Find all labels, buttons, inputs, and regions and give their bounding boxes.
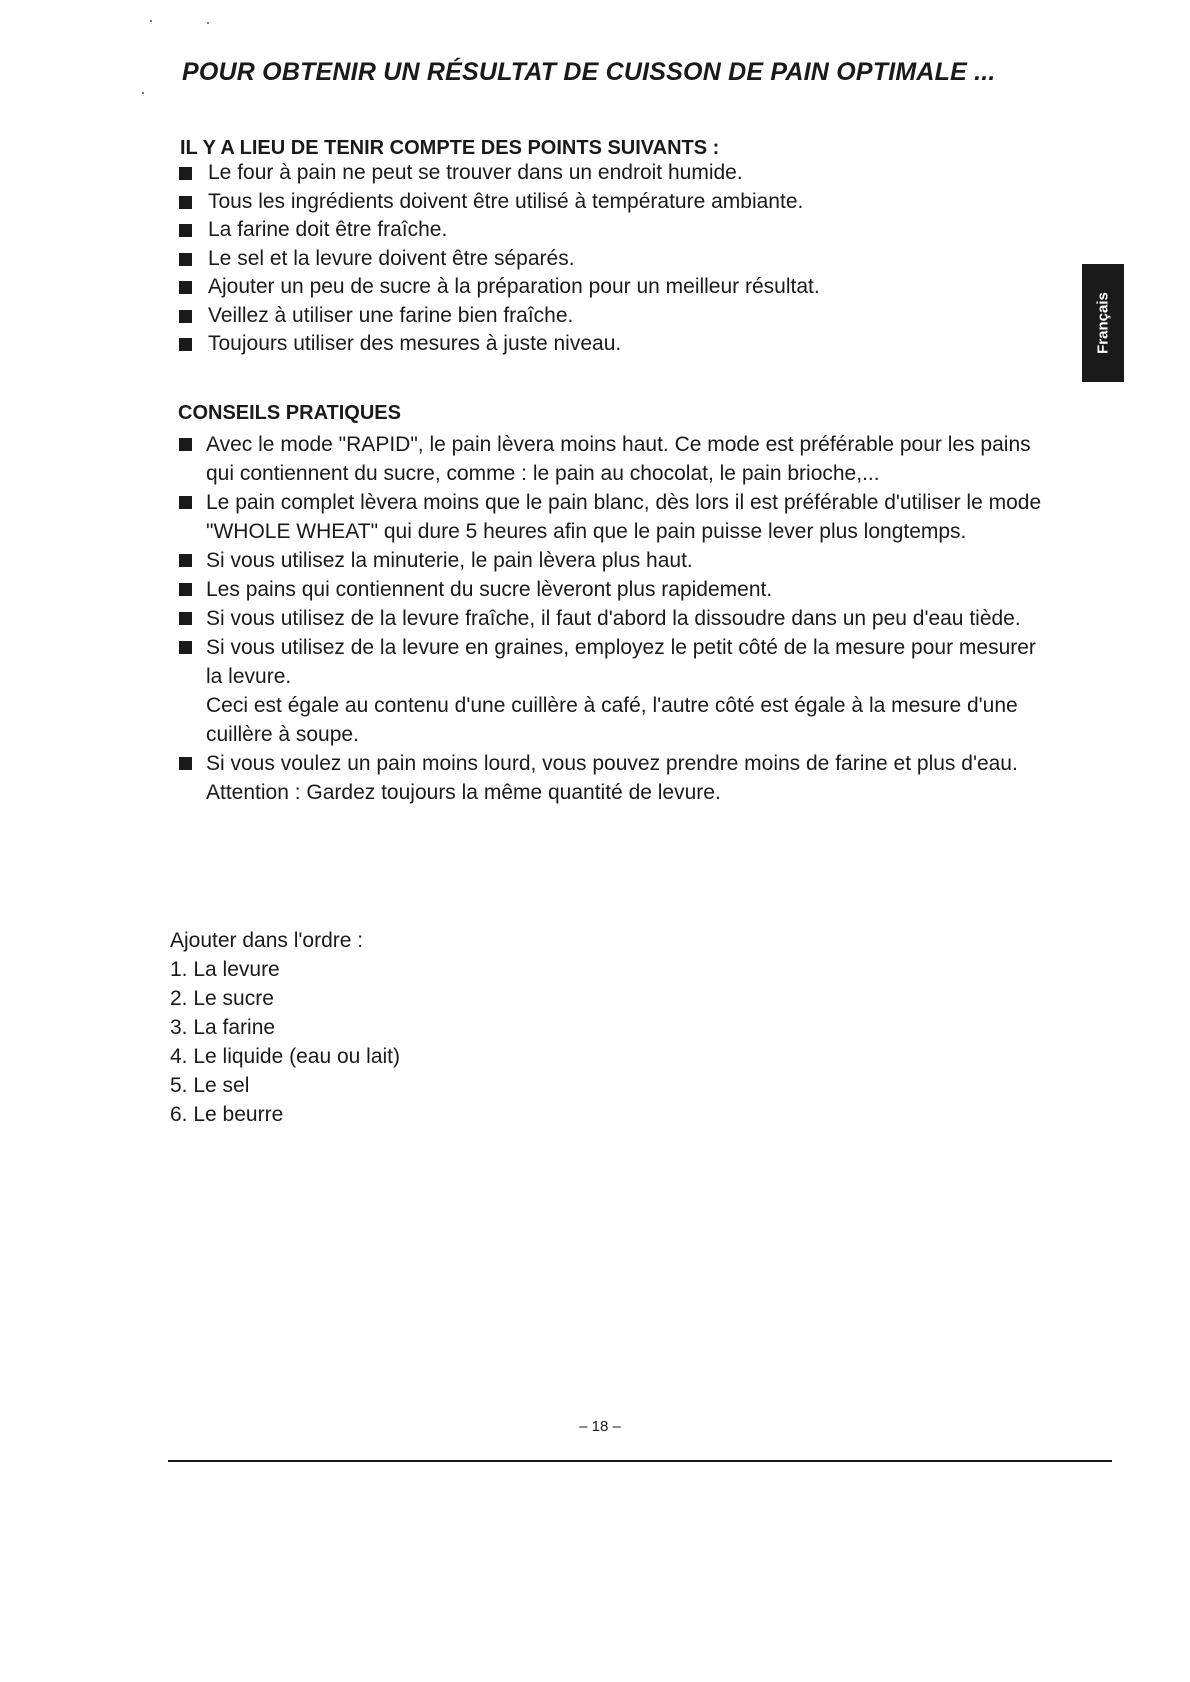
- list-item-text: Le pain complet lèvera moins que le pain blanc, dès lors il est préférable d'utiliser le mode "WHOLE WHEAT" qui dure 5 heures afin que le pain puisse lever plus longtemps.: [206, 491, 1042, 543]
- list-item-text: Toujours utiliser des mesures à juste niveau.: [208, 332, 622, 355]
- list-item-text: Si vous voulez un pain moins lourd, vous pouvez prendre moins de farine et plus d'eau.: [206, 752, 1018, 775]
- list-item: [178, 749, 1058, 807]
- bullet-square-icon: [179, 224, 192, 237]
- language-tab: [1082, 264, 1124, 382]
- list-item: [178, 633, 1058, 749]
- tips-heading: CONSEILS PRATIQUES: [178, 402, 401, 424]
- bullet-square-icon: [179, 496, 192, 509]
- list-item: [178, 488, 1058, 546]
- order-step: 5. Le sel: [170, 1074, 250, 1097]
- list-item-text: Si vous utilisez la minuterie, le pain lèvera plus haut.: [206, 549, 693, 572]
- order-list: [170, 955, 400, 1129]
- list-item-text: Ajouter un peu de sucre à la préparation pour un meilleur résultat.: [208, 275, 820, 298]
- list-item-text: Veillez à utiliser une farine bien fraîche.: [208, 303, 574, 327]
- order-step: 1. La levure: [170, 958, 280, 981]
- scan-speck: [142, 92, 144, 94]
- tips-list: [178, 430, 1058, 807]
- list-item-text: La farine doit être fraîche.: [208, 218, 448, 241]
- list-item-text: Avec le mode "RAPID", le pain lèvera moins haut. Ce mode est préférable pour les pains qui contiennent du sucre, comme : le pain au chocolat, le pain brioche,...: [206, 433, 1031, 485]
- list-item-text: Si vous utilisez de la levure fraîche, il faut d'abord la dissoudre dans un peu d'eau tiède.: [206, 607, 1021, 630]
- bullet-square-icon: [179, 310, 192, 323]
- page-number: – 18 –: [579, 1418, 621, 1435]
- bullet-square-icon: [179, 167, 192, 180]
- bullet-square-icon: [179, 641, 192, 654]
- list-item: [178, 188, 820, 217]
- order-step: 6. Le beurre: [170, 1103, 284, 1126]
- bullet-square-icon: [179, 338, 192, 351]
- list-item-note: Attention : Gardez toujours la même quantité de levure.: [206, 781, 721, 804]
- language-tab-label: Français: [1094, 292, 1112, 354]
- points-heading: IL Y A LIEU DE TENIR COMPTE DES POINTS SUIVANTS :: [180, 137, 720, 159]
- order-step: 2. Le sucre: [170, 987, 274, 1010]
- order-intro: Ajouter dans l'ordre :: [170, 929, 364, 952]
- bullet-square-icon: [179, 281, 192, 294]
- points-list: [178, 159, 820, 359]
- list-item-text: Le sel et la levure doivent être séparés.: [208, 246, 575, 270]
- list-item: [178, 302, 820, 331]
- list-item: [178, 216, 820, 245]
- bullet-square-icon: [179, 757, 192, 770]
- list-item: [178, 546, 1058, 575]
- bullet-square-icon: [179, 583, 192, 596]
- list-item: [178, 330, 820, 359]
- bullet-square-icon: [179, 438, 192, 451]
- list-item: [178, 245, 820, 274]
- scan-speck: [150, 20, 152, 22]
- page-title: POUR OBTENIR UN RÉSULTAT DE CUISSON DE PAIN OPTIMALE ...: [182, 58, 996, 86]
- list-item-text: Si vous utilisez de la levure en graines, employez le petit côté de la mesure pour mesurer la levure.: [206, 636, 1036, 688]
- order-step: 4. Le liquide (eau ou lait): [170, 1045, 400, 1068]
- list-item-text: Le four à pain ne peut se trouver dans un endroit humide.: [208, 161, 743, 184]
- list-item-note: Ceci est égale au contenu d'une cuillère à café, l'autre côté est égale à la mesure d'une cuillère à soupe.: [206, 694, 1018, 746]
- list-item: [178, 159, 820, 188]
- bullet-square-icon: [179, 253, 192, 266]
- bullet-square-icon: [179, 554, 192, 567]
- list-item-text: Les pains qui contiennent du sucre lèveront plus rapidement.: [206, 578, 773, 601]
- list-item-text: Tous les ingrédients doivent être utilisé à température ambiante.: [208, 189, 804, 213]
- footer-rule: [168, 1460, 1112, 1462]
- list-item: [178, 575, 1058, 604]
- list-item: [178, 604, 1058, 633]
- order-step: 3. La farine: [170, 1016, 276, 1039]
- bullet-square-icon: [179, 612, 192, 625]
- scan-speck: [207, 22, 209, 24]
- bullet-square-icon: [179, 196, 192, 209]
- list-item: [178, 430, 1058, 488]
- list-item: [178, 273, 820, 302]
